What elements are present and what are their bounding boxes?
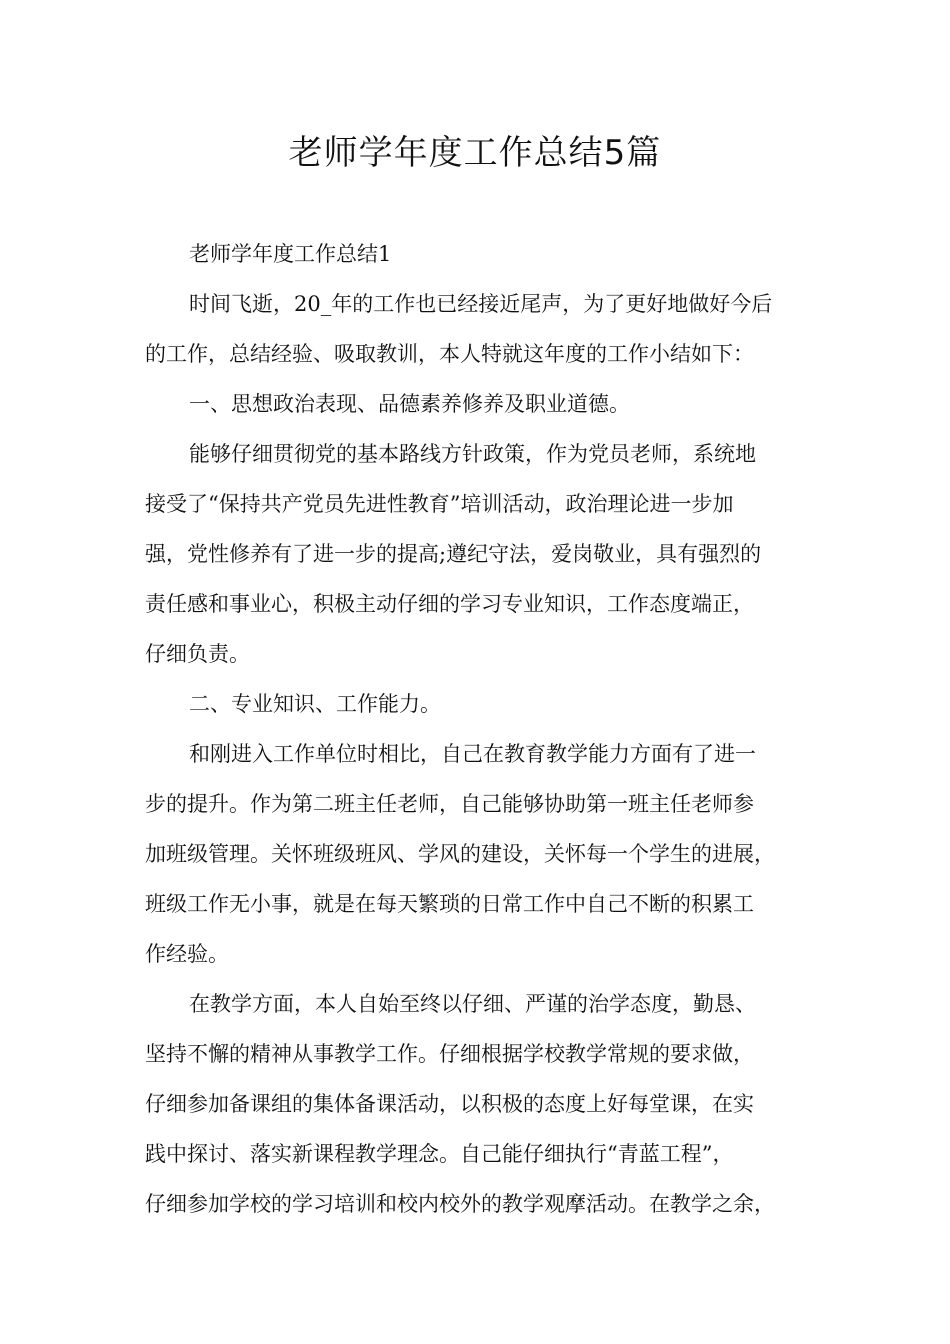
paragraph-line: 坚持不懈的精神从事教学工作。仔细根据学校教学常规的要求做， — [145, 1042, 754, 1066]
document-title: 老师学年度工作总结5篇 — [288, 133, 662, 173]
paragraph-line: 责任感和事业心，积极主动仔细的学习专业知识，工作态度端正， — [145, 592, 754, 616]
paragraph-line: 时间飞逝，20_年的工作也已经接近尾声，为了更好地做好今后 — [189, 292, 773, 316]
paragraph-politics — [145, 429, 821, 679]
paragraph-line: 二、专业知识、工作能力。 — [189, 692, 441, 716]
paragraph-line: 能够仔细贯彻党的基本路线方针政策，作为党员老师，系统地 — [189, 442, 756, 466]
paragraph-line: 步的提升。作为第二班主任老师，自己能够协助第一班主任老师参 — [145, 792, 754, 816]
paragraph-line: 作经验。 — [145, 942, 229, 966]
paragraph-line: 强，党性修养有了进一步的提高;遵纪守法，爱岗敬业，具有强烈的 — [145, 542, 762, 566]
section-heading-2 — [145, 679, 821, 729]
document-body — [145, 229, 821, 1229]
paragraph-line: 的工作，总结经验、吸取教训，本人特就这年度的工作小结如下： — [145, 342, 754, 366]
paragraph-line: 在教学方面，本人自始至终以仔细、严谨的治学态度，勤恳、 — [189, 992, 756, 1016]
paragraph-subtitle — [145, 229, 821, 279]
paragraph-teaching — [145, 979, 821, 1229]
paragraph-line: 仔细参加备课组的集体备课活动，以积极的态度上好每堂课，在实 — [145, 1092, 754, 1116]
paragraph-line: 践中探讨、落实新课程教学理念。自己能仔细执行“青蓝工程”， — [145, 1142, 734, 1166]
paragraph-line: 接受了“保持共产党员先进性教育”培训活动，政治理论进一步加 — [145, 492, 734, 516]
paragraph-line: 一、思想政治表现、品德素养修养及职业道德。 — [189, 392, 630, 416]
paragraph-line: 老师学年度工作总结1 — [189, 242, 392, 266]
paragraph-ability — [145, 729, 821, 979]
paragraph-line: 班级工作无小事，就是在每天繁琐的日常工作中自己不断的积累工 — [145, 892, 754, 916]
paragraph-line: 加班级管理。关怀班级班风、学风的建设，关怀每一个学生的进展， — [145, 842, 775, 866]
paragraph-line: 和刚进入工作单位时相比，自己在教育教学能力方面有了进一 — [189, 742, 756, 766]
paragraph-line: 仔细参加学校的学习培训和校内校外的教学观摩活动。在教学之余， — [145, 1192, 775, 1216]
paragraph-intro — [145, 279, 821, 379]
paragraph-line: 仔细负责。 — [145, 642, 250, 666]
section-heading-1 — [145, 379, 821, 429]
